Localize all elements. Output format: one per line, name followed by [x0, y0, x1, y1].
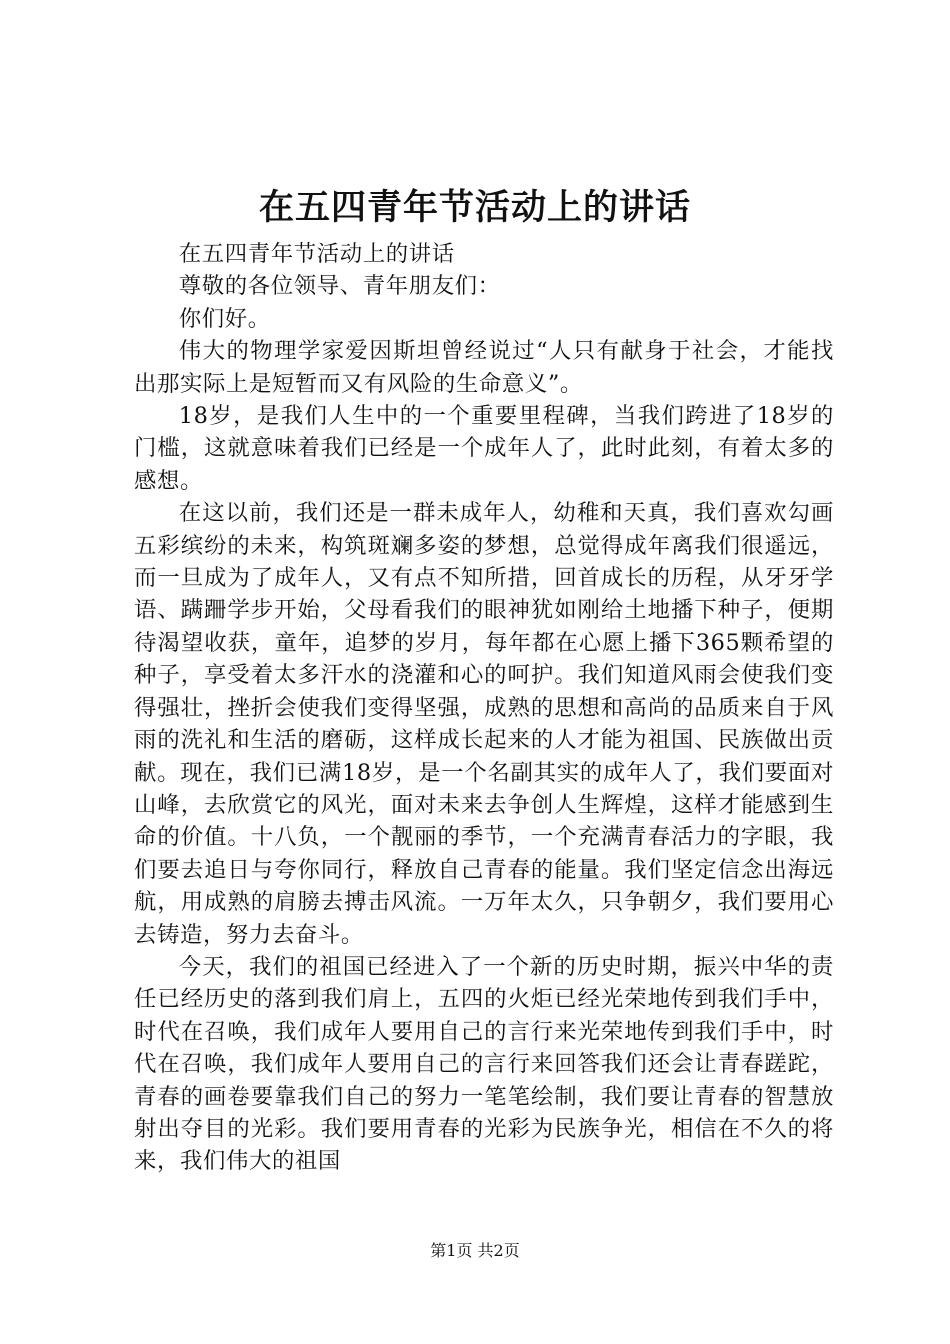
page-number: 第1页 共2页 — [430, 1241, 520, 1260]
paragraph-salutation: 尊敬的各位领导、青年朋友们： — [178, 273, 501, 300]
paragraph-today: 今天，我们的祖国已经进入了一个新的历史时期，振兴中华的责任已经历史的落到我们肩上，五四的火炬已经光荣地传到我们手中，时代在召唤，我们成年人要用自己的言行来光荣地传到我们手中，时代在召唤，我们成年人要用自己的言行来回答我们还会让青春蹉跎，青春的画卷要靠我们自己的努力一笔笔绘制，我们要让青春的智慧放射出夺目的光彩。我们要用青春的光彩为民族争光，相信在不久的将来，我们伟大的祖国 — [134, 953, 834, 1175]
paragraph-growth: 在这以前，我们还是一群未成年人，幼稚和天真，我们喜欢勾画五彩缤纷的未来，构筑斑斓多姿的梦想，总觉得成年离我们很遥远，而一旦成为了成年人，又有点不知所措，回首成长的历程，从牙牙学语、蹒跚学步开始，父母看我们的眼神犹如刚给土地播下种子，便期待渴望收获，童年，追梦的岁月，每年都在心愿上播下365颗希望的种子，享受着太多汗水的浇灌和心的呵护。我们知道风雨会使我们变得强壮，挫折会使我们变得坚强，成熟的思想和高尚的品质来自于风雨的洗礼和生活的磨砺，这样成长起来的人才能为祖国、民族做出贡献。现在，我们已满18岁，是一个名副其实的成年人了，我们要面对山峰，去欣赏它的风光，面对未来去争创人生辉煌，这样才能感到生命的价值。十八负，一个靓丽的季节，一个充满青春活力的字眼，我们要去追日与夸你同行，释放自己青春的能量。我们坚定信念出海远航，用成熟的肩膀去搏击风流。一万年太久，只争朝夕，我们要用心去铸造，努力去奋斗。 — [134, 500, 834, 948]
paragraph-heading: 在五四青年节活动上的讲话 — [178, 241, 455, 267]
paragraph-eighteen: 18岁，是我们人生中的一个重要里程碑，当我们跨进了18岁的门槛，这就意味着我们已经是一个成年人了，此时此刻，有着太多的感想。 — [134, 403, 834, 494]
document-title: 在五四青年节活动上的讲话 — [258, 187, 691, 228]
document-body — [134, 238, 834, 1178]
paragraph-greeting: 你们好。 — [178, 305, 271, 332]
paragraph-quote: 伟大的物理学家爱因斯坦曾经说过“人只有献身于社会，才能找出那实际上是短暂而又有风险的生命意义”。 — [134, 338, 834, 397]
